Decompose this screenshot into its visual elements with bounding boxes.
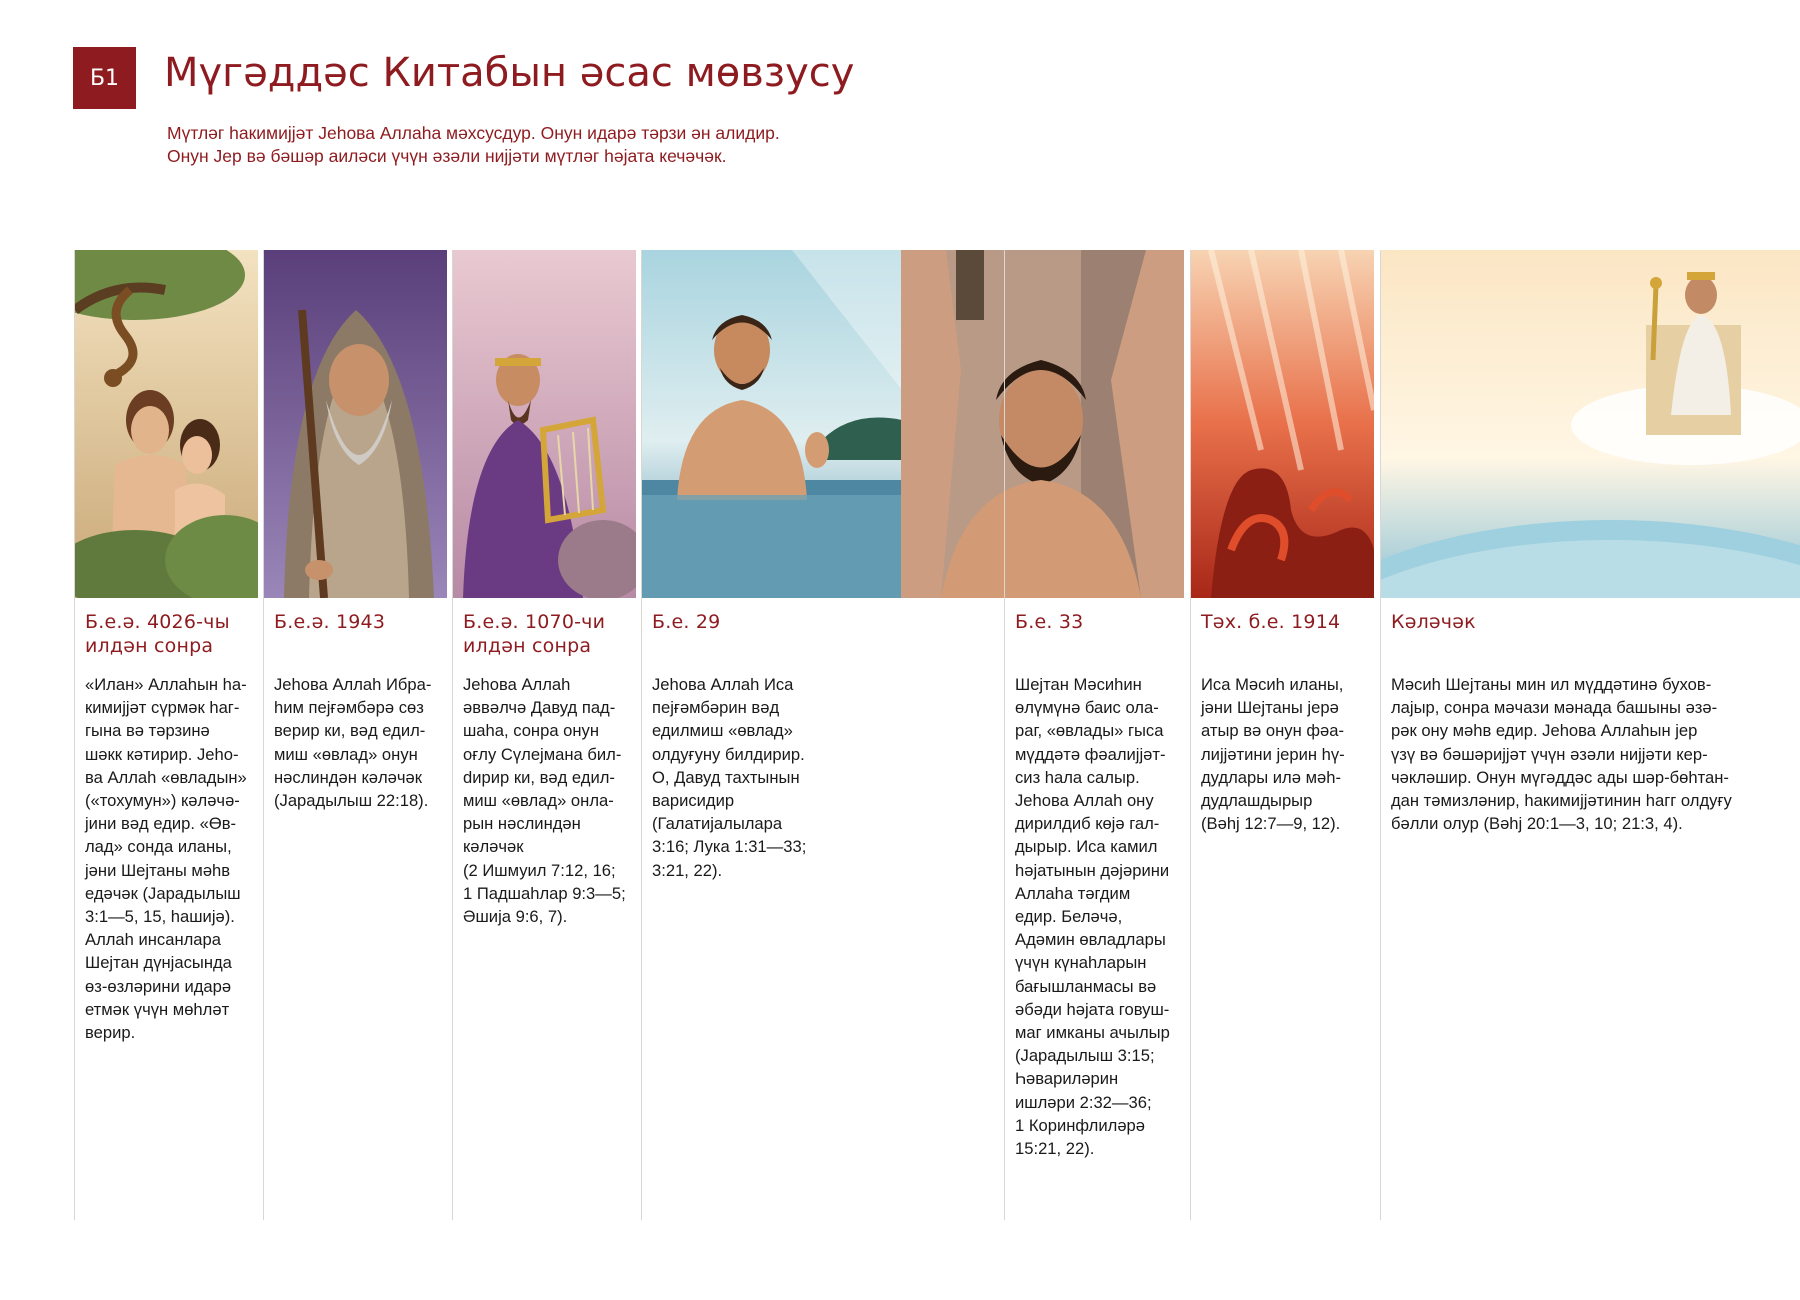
timeline-entry-1914 [1190, 250, 1380, 1220]
jesus-baptism-image [642, 250, 902, 598]
entry-date: Б.е. 33 [1015, 611, 1084, 633]
entry-description: Јеһова Аллаһ Иса пејғәмбәрин вәд едилмиш «өвлад» олдуғуну билдирир. О, Давуд тахтынын варисидир (Галатијалылара 3:16; Лука 1:31—33; 3:21, 22). [652, 675, 807, 880]
page-subtitle [167, 122, 927, 168]
entry-description: Иса Мәсиһ иланы, јәни Шејтаны јерә атыр вә онун фәа- лијјәтини јерин һү- дудлары илә мәһ- дудлашдырыр (Вәһј 12:7—9, 12). [1201, 675, 1345, 834]
entry-description: Јеһова Аллаһ Ибра- һим пејғәмбәрә сөз верир ки, вәд едил- миш «өвлад» онун нәслиндән кәләчәк (Јарадылыш 22:18). [274, 675, 432, 811]
entry-date: Б.е.ә. 1070-чи илдән сонра [463, 611, 606, 657]
entry-date: Б.е.ә. 4026-чы илдән сонра [85, 611, 230, 657]
entry-date: Тәх. б.е. 1914 [1201, 611, 1341, 633]
king-david-harp-image [453, 250, 636, 598]
serpent-adam-eve-image [75, 250, 258, 598]
entry-description: Јеһова Аллаһ әввәлчә Давуд пад- шаһа, сонра онун оғлу Сүлејмана бил- dирир ки, вәд едил- миш «өвлад» онла- рын нәслиндән кәләчәк (2 Ишмуил 7:12, 16; 1 Падшаһлар 9:3—5; Әшија 9:6, 7). [463, 675, 626, 927]
entry-description: «Илан» Аллаһын һа- кимијјәт сүрмәк һаг- гына вә тәрзинә шәкк кәтирир. Јеһо- ва Аллаһ «өвладын» («тохумун») кәләчә- јини вәд едир. «Өв- лад» сонда иланы, јәни Шејтаны мәһв едәчәк (Јарадылыш 3:1—5, 15, һашијә). Аллаһ инсанлара Шејтан дүнјасында өз-өзләрини идарә етмәк үчүн мөһләт верир. [85, 675, 247, 1043]
timeline-entry-1943 [263, 250, 452, 1220]
timeline-entry-33 [1004, 250, 1193, 1220]
entry-date: Б.е. 29 [652, 611, 721, 633]
timeline-entry-4026 [74, 250, 263, 1220]
entry-description: Шејтан Мәсиһин өлүмүнә баис ола- раг, «өвлады» гыса мүддәтә фәалијјәт- сиз һала салыр. Јеһова Аллаһ ону дирилдиб көјә гал- дырыр. Иса камил һәјатынын дәјәрини Аллаһа тәгдим едир. Беләчә, Адәмин өвладлары үчүн күнаһларын бағышланмасы вә әбәди һәјата говуш- маг имканы ачылыр (Јарадылыш 3:15; Һәвариләрин ишләри 2:32—36; 1 Коринфлиләрә 15:21, 22). [1015, 675, 1170, 1159]
subtitle-line-2: Онун Јер вә бәшәр аиләси үчүн әзәли нијјәти мүтләг һәјата кечәчәк. [167, 146, 727, 166]
dragon-cast-down-image [1191, 250, 1374, 598]
timeline-entry-future [1380, 250, 1800, 1220]
christ-enthroned-image [1381, 250, 1800, 598]
abraham-image [264, 250, 447, 598]
section-badge: Б1 [73, 47, 136, 109]
entry-description: Мәсиһ Шејтаны мин ил мүддәтинә бухов- лајыр, сонра мәчази мәнада башыны әзә- рәк ону мәһв едир. Јеһова Аллаһын јер үзү вә бәшәријјәт үчүн әзәли нијјәти кер- чәкләшир. Онун мүгәддәс ады шәр-бөһтан- дан тәмизләнир, һакимијјәтинин һагг олдуғу бәлли олур (Вәһј 20:1—3, 10; 21:3, 4). [1391, 675, 1732, 834]
timeline [0, 250, 1800, 1220]
page-title: Мүгәддәс Китабын әсас мөвзусу [164, 50, 855, 96]
subtitle-line-1: Мүтләг һакимијјәт Јеһова Аллаһа мәхсусдур. Онун идарә тәрзи ән алидир. [167, 123, 780, 143]
entry-date: Кәләчәк [1391, 611, 1476, 633]
timeline-entry-1070 [452, 250, 641, 1220]
entry-date: Б.е.ә. 1943 [274, 611, 386, 633]
